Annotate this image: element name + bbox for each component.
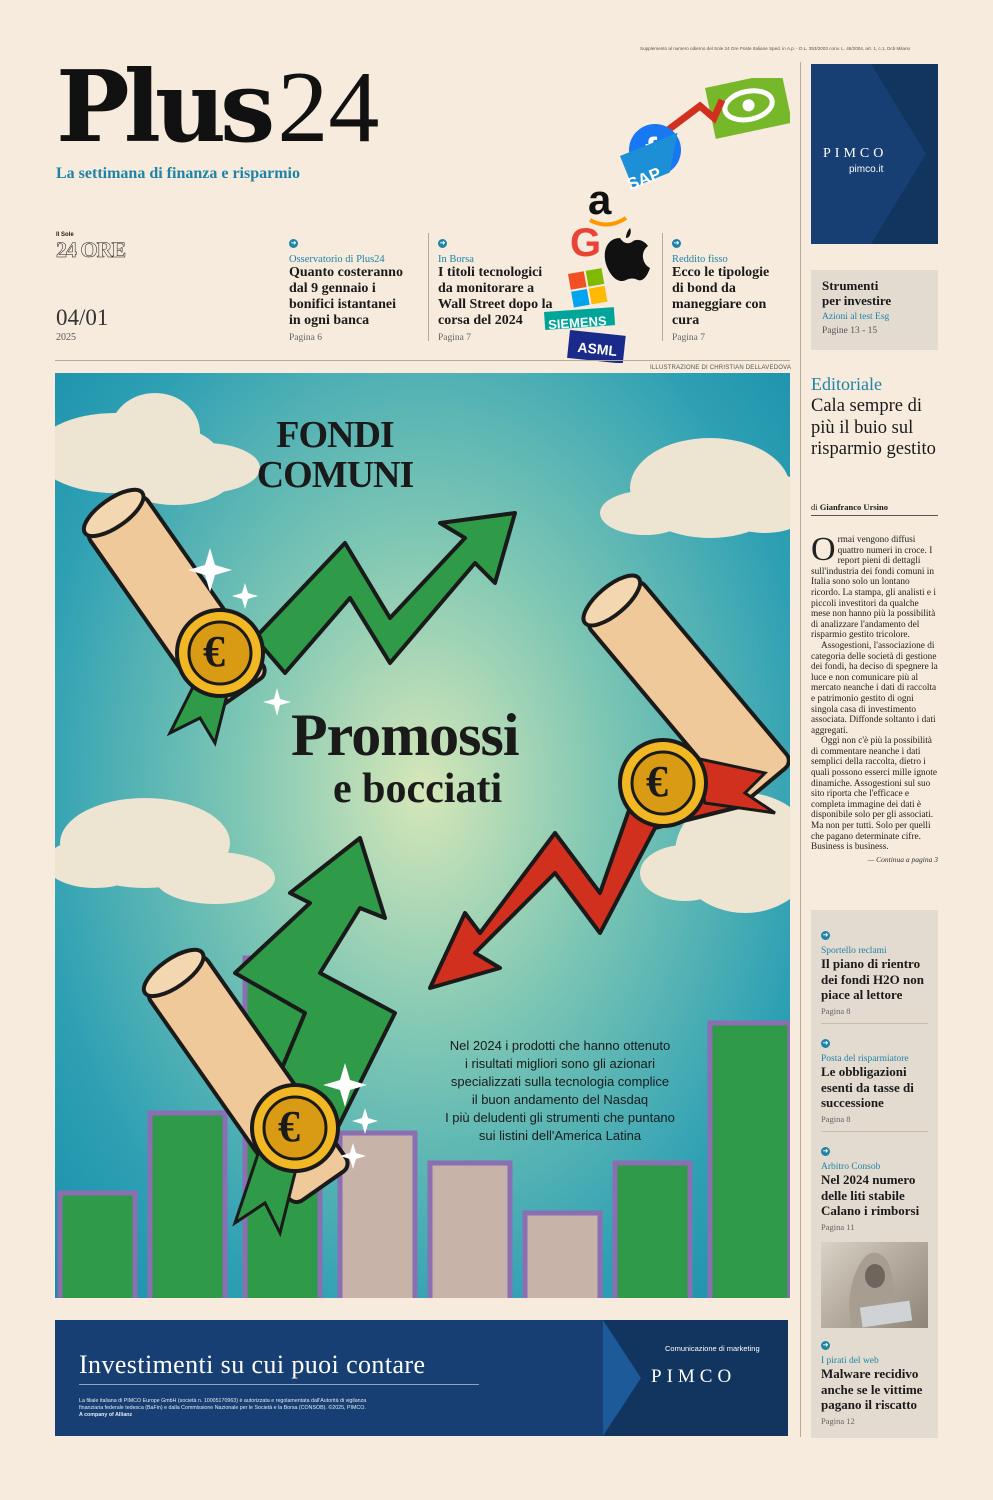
cover-kicker xyxy=(250,415,420,495)
sidebar-kicker: Sportello reclami xyxy=(821,946,887,956)
teaser-headline: I titoli tecnologici da monitorare a Wall Street dopo la corsa del 2024 xyxy=(438,265,553,328)
cover-kicker-line-2: COMUNI xyxy=(256,454,414,496)
teaser-2[interactable] xyxy=(438,233,556,343)
hooded-figure-icon xyxy=(821,1242,928,1328)
cover-title: Promossi xyxy=(291,702,519,768)
sidebar-headline: Il piano di rientro dei fondi H2O non piace al lettore xyxy=(821,956,924,1002)
arrow-icon: ➜ xyxy=(673,239,680,247)
teaser-1[interactable] xyxy=(289,233,419,343)
cover-artwork xyxy=(55,373,790,1298)
hacker-photo xyxy=(821,1242,928,1328)
issue-date: 04/01 xyxy=(56,305,109,330)
microsoft-logo xyxy=(568,268,607,307)
amazon-logo: a xyxy=(588,176,612,223)
fine-print-line: La filiale italiana di PIMCO Europe GmbH (società n. 10005170963) è autorizzata e regolamentata dall'Autorità di vigilanza xyxy=(79,1398,367,1404)
editorial-paragraph: rmai vengono diffusi quattro numeri in croce. I report pieni di dettagli sull'industria dei fondi comuni in Italia sono solo un lontano ricordo. La stampa, gli analisti e i piccoli investitori da qualche mese non hanno più la possibilità di analizzare l'andamento del risparmio gestito tricolore. xyxy=(811,535,936,641)
asml-label: ASML xyxy=(576,338,618,359)
fine-print-line: A company of Allianz xyxy=(79,1412,133,1418)
teaser-page: Pagina 7 xyxy=(438,333,471,343)
sidebar-item-posta[interactable] xyxy=(821,1033,931,1124)
arrow-icon: ➜ xyxy=(822,1147,829,1155)
arrow-icon: ➜ xyxy=(439,239,446,247)
cover-summary xyxy=(425,1037,695,1145)
strumenti-kicker: Azioni al test Esg xyxy=(822,312,890,322)
sidebar-item-pirati[interactable] xyxy=(821,1335,931,1426)
cover-subtitle: e bocciati xyxy=(333,766,503,812)
teaser-kicker: Reddito fisso xyxy=(672,254,728,265)
pimco-wordmark: PIMCO xyxy=(651,1366,737,1387)
masthead-number: 24 xyxy=(277,51,380,164)
legal-notice: Supplemento al numero odierno del Sole 24 Ore Poste Italiane Sped. in A.p. - D.L. 353/2003 conv. L. 46/2004, art. 1, c.1, Dcb Milano xyxy=(640,46,911,51)
sidebar-item-consob[interactable] xyxy=(821,1141,931,1232)
google-logo: G xyxy=(570,221,602,265)
pimco-banner-ad[interactable] xyxy=(55,1320,788,1436)
arrow-icon: ➜ xyxy=(822,1341,829,1349)
fine-print-line: finanziaria federale tedesca (BaFin) e dalla Commissione Nazionale per le Società e la Borsa (CONSOB). ©2025, PIMCO. xyxy=(79,1405,366,1411)
ad-headline: Investimenti su cui puoi contare xyxy=(79,1350,426,1379)
sidebar-kicker: Arbitro Consob xyxy=(821,1162,881,1172)
sidebar-item-reclami[interactable] xyxy=(821,925,931,1016)
sap-label: SAP xyxy=(624,163,664,195)
sole-24-ore-logo xyxy=(56,232,125,262)
arrow-icon: ➜ xyxy=(822,1039,829,1047)
masthead-title: Plus xyxy=(56,50,270,165)
teaser-page: Pagina 7 xyxy=(672,333,705,343)
strumenti-title-2: per investire xyxy=(822,293,892,308)
masthead-logo xyxy=(56,48,379,168)
tech-logos-shapes xyxy=(540,78,790,363)
summary-line: il buon andamento del Nasdaq xyxy=(471,1092,649,1107)
strumenti-title-1: Strumenti xyxy=(822,278,879,293)
sidebar-headline: Malware recidivo anche se le vittime pagano il riscatto xyxy=(821,1366,923,1412)
euro-symbol: € xyxy=(278,1102,300,1151)
side-ad-brand: PIMCO xyxy=(823,146,888,161)
pimco-side-ad[interactable] xyxy=(811,64,938,244)
teaser-kicker: In Borsa xyxy=(438,254,474,265)
cover-kicker-line-1: FONDI xyxy=(276,414,394,456)
cloud-right-icon xyxy=(600,438,790,538)
teaser-page: Pagina 6 xyxy=(289,333,322,343)
illustration-credit: ILLUSTRAZIONE DI CHRISTIAN DELLAVEDOVA xyxy=(650,365,792,371)
arrow-icon: ➜ xyxy=(290,239,297,247)
cloud-mid-left-icon xyxy=(55,798,275,904)
editorial-body xyxy=(811,531,938,864)
green-zigzag-arrow-up xyxy=(255,513,515,673)
continue-link[interactable]: — Continua a pagina 3 xyxy=(867,854,938,864)
sidebar-page: Pagina 11 xyxy=(821,1221,855,1232)
strumenti-pages: Pagine 13 - 15 xyxy=(822,326,878,336)
editorial-byline xyxy=(811,502,888,512)
sidebar-headline: Le obbligazioni esenti da tasse di successione xyxy=(821,1064,914,1110)
teaser-headline: Quanto costeranno dal 9 gennaio i bonifici istantanei in ogni banca xyxy=(289,265,403,328)
summary-line: i risultati migliori sono gli azionari xyxy=(464,1056,656,1071)
editorial-label: Editoriale xyxy=(811,374,882,394)
byline-author: Gianfranco Ursino xyxy=(819,502,888,512)
cover-illustration xyxy=(55,373,790,1298)
brand-small: Il Sole xyxy=(56,232,74,238)
dropcap: O xyxy=(811,531,836,568)
sidebar-kicker: I pirati del web xyxy=(821,1356,879,1366)
marketing-label: Comunicazione di marketing xyxy=(665,1344,760,1353)
euro-symbol: € xyxy=(646,757,668,806)
sidebar-kicker: Posta del risparmiatore xyxy=(821,1054,909,1064)
side-ad-url: pimco.it xyxy=(849,164,884,175)
sidebar-page: Pagina 8 xyxy=(821,1113,851,1124)
summary-line: specializzati sulla tecnologia complice xyxy=(450,1074,670,1089)
masthead-tagline: La settimana di finanza e risparmio xyxy=(56,165,300,182)
strumenti-box[interactable] xyxy=(811,270,938,350)
summary-line: sui listini dell'America Latina xyxy=(478,1128,642,1143)
summary-line: I più deludenti gli strumenti che puntano xyxy=(445,1110,675,1125)
editorial-paragraph: Oggi non c'è più la possibilità di commentare neanche i dati semplici della raccolta, dietro i quali possono esserci mille ignote dinamiche. Assogestioni sul suo sito riporta che l'efficace e completa immagine dei dati è disponibile solo per gli associati. Ma non per tutti. Solo per quelli che pagano determinate cifre. Business is business. xyxy=(811,736,938,853)
sidebar-page: Pagina 12 xyxy=(821,1415,855,1426)
byline-prefix: di xyxy=(811,502,818,512)
sidebar-headline: Nel 2024 numero delle liti stabile Calano i rimborsi xyxy=(821,1172,920,1218)
summary-line: Nel 2024 i prodotti che hanno ottenuto xyxy=(449,1038,671,1053)
tech-logos-illustration xyxy=(540,78,790,363)
arrow-icon: ➜ xyxy=(822,931,829,939)
issue-year: 2025 xyxy=(56,332,76,343)
ad-fine-print xyxy=(79,1398,519,1419)
teaser-headline: Ecco le tipologie di bond da maneggiare con cura xyxy=(672,265,770,328)
siemens-label: SIEMENS xyxy=(547,313,608,333)
sidebar-page: Pagina 8 xyxy=(821,1005,851,1016)
teaser-kicker: Osservatorio di Plus24 xyxy=(289,254,385,265)
euro-symbol: € xyxy=(203,627,225,676)
editorial-title: Cala sempre di più il buio sul risparmio gestito xyxy=(811,396,936,459)
apple-logo xyxy=(605,228,650,281)
brand-big: 24 ORE xyxy=(56,237,126,262)
editorial-paragraph: Assogestioni, l'associazione di categoria delle società di gestione dei fondi, ha deciso di spegnere la luce e non comunicare più al mercato neanche i dati di raccolta e patrimonio gestito di ogni singola casa di investimento associata. Diffonde soltanto i dati aggregati. xyxy=(811,640,938,736)
